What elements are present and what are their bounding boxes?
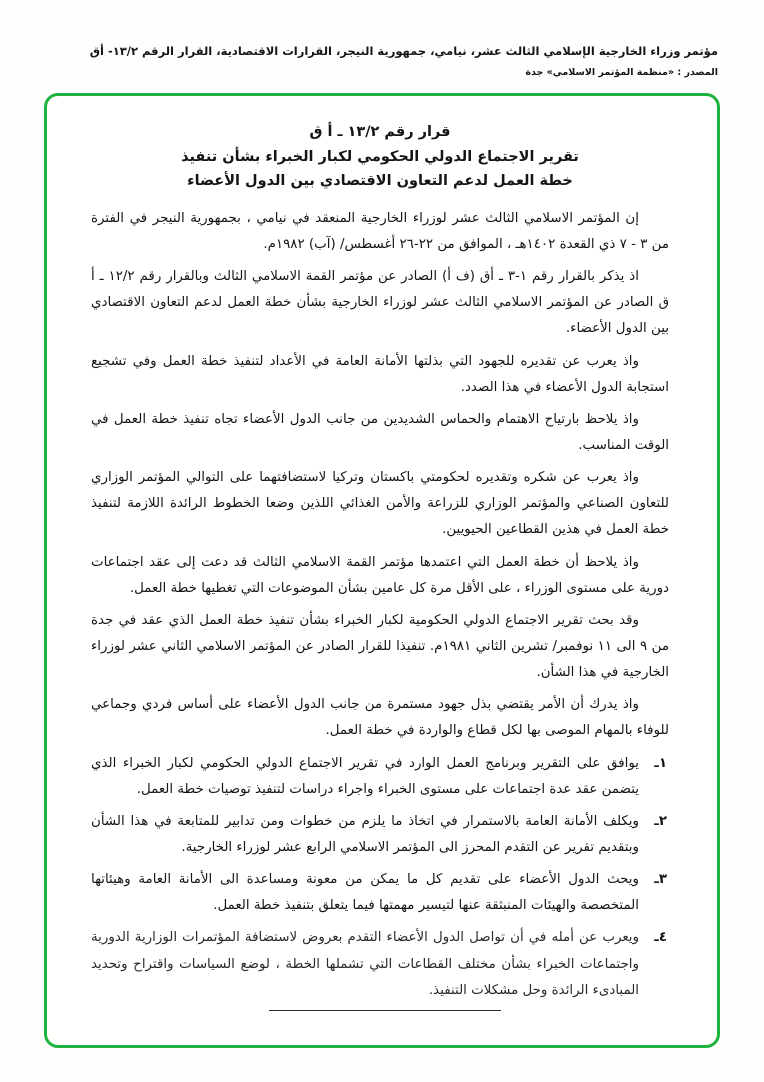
header-citation: مؤتمر وزراء الخارجية الإسلامي الثالث عشر، نيامي، جمهورية النيجر، القرارات الاقتصادية، القرار الرقم ١٣/٢- أق xyxy=(89,44,718,58)
document-header xyxy=(44,42,718,80)
resolution-number: قرار رقم ١٣/٢ ـ أ ق xyxy=(309,124,451,140)
item-number: ٢ـ xyxy=(654,813,667,829)
paragraph: واذ يعرب عن تقديره للجهود التي بذلتها الأمانة العامة في الأعداد لتنفيذ خطة العمل وفي تشجيع استجابة الدول الأعضاء في هذا الصدد. xyxy=(91,353,669,395)
resolution-title-line2: خطة العمل لدعم التعاون الاقتصادي بين الدول الأعضاء xyxy=(187,173,573,190)
resolution-title-block xyxy=(91,120,669,194)
item-text: ويحث الدول الأعضاء على تقديم كل ما يمكن من معونة ومساعدة الى الأمانة العامة وهيئاتها المتخصصة والهيئات المنبثقة عنها لتيسير مهمتها فيما يتعلق بتنفيذ خطة العمل. xyxy=(91,872,639,914)
item-text: ويكلف الأمانة العامة بالاستمرار في اتخاذ ما يلزم من خطوات ومن تدابير للمتابعة في هذا الشأن وبتقديم تقرير عن التقدم المحرز الى المؤتمر الاسلامي الرابع عشر لوزراء الخارجية. xyxy=(91,813,639,856)
item-text: ويعرب عن أمله في أن تواصل الدول الأعضاء التقدم بعروض لاستضافة المؤتمرات الوزارية الدورية واجتماعات الخبراء بشأن مختلف القطاعات التي تشملها الخطة ، لوضع السياسات واقتراح وتحديد المبادىء الرائدة وحل مشكلات التنفيذ. xyxy=(91,930,639,998)
list-item xyxy=(91,867,669,919)
list-item xyxy=(91,809,669,861)
paragraph: إن المؤتمر الاسلامي الثالث عشر لوزراء الخارجية المنعقد في نيامي ، بجمهورية النيجر في الفترة من ٣ - ٧ ذي القعدة ١٤٠٢هـ ، الموافق من ٢٢-٢٦ أغسطس/ (آب) ١٩٨٢م. xyxy=(91,210,669,253)
paragraph: واذ يلاحظ بارتياح الاهتمام والحماس الشديدين من جانب الدول الأعضاء تجاه تنفيذ خطة العمل في الوقت المناسب. xyxy=(91,411,669,454)
item-number: ٣ـ xyxy=(654,872,667,888)
green-border-frame xyxy=(44,93,720,1048)
paragraph: واذ يدرك أن الأمر يقتضي بذل جهود مستمرة من جانب الدول الأعضاء على أساس فردي وجماعي للوفاء بالمهام الموصى بها لكل قطاع والواردة في خطة العمل. xyxy=(91,697,669,739)
end-of-page-rule xyxy=(269,1010,501,1011)
resolution-title-line1: تقرير الاجتماع الدولي الحكومي لكبار الخبراء بشأن تنفيذ xyxy=(181,148,579,165)
item-number: ١ـ xyxy=(654,755,667,771)
header-source: المصدر : «منظمة المؤتمر الاسلامي» جدة xyxy=(525,66,718,78)
paragraph: وقد بحث تقرير الاجتماع الدولي الحكومية لكبار الخبراء بشأن تنفيذ خطة العمل الذي عقد في جدة من ٩ الى ١١ نوفمبر/ تشرين الثاني ١٩٨١م. تنفيذا للقرار الصادر عن المؤتمر الاسلامي الثاني عشر لوزراء الخارجية في هذا الشأن. xyxy=(91,612,670,681)
list-item xyxy=(91,925,669,1003)
paragraph: واذ يعرب عن شكره وتقديره لحكومتي باكستان وتركيا لاستضافتهما على التوالي المؤتمر الوزاري للتعاون الصناعي والمؤتمر الوزاري للزراعة والأمن الغذائي اللذين وضعا الخطوط الرائدة اللازمة لتنفيذ خطة العمل في هذين القطاعين الحيويين. xyxy=(91,470,669,538)
paragraph: اذ يذكر بالقرار رقم ١-٣ ـ أق (ف أ) الصادر عن مؤتمر القمة الاسلامي الثالث وبالقرار رقم ١٢/٢ ـ أ ق الصادر عن المؤتمر الاسلامي الثالث عشر لوزراء الخارجية بشأن خطة العمل لدعم التعاون الاقتصادي بين الدول الأعضاء. xyxy=(91,269,669,337)
item-number: ٤ـ xyxy=(654,930,667,946)
item-text: يوافق على التقرير وبرنامج العمل الوارد في تقرير الاجتماع الدولي الحكومي لكبار الخبراء الذي يتضمن عقد عدة اجتماعات على مستوى الخبراء واجراء دراسات لتنفيذ توصيات خطة العمل. xyxy=(91,755,639,797)
list-item xyxy=(91,751,669,803)
paragraph: واذ يلاحظ أن خطة العمل التي اعتمدها مؤتمر القمة الاسلامي الثالث قد دعت إلى عقد اجتماعات دورية على مستوى الوزراء ، على الأقل مرة كل عامين بشأن الموضوعات التي تغطيها خطة العمل. xyxy=(91,554,669,596)
